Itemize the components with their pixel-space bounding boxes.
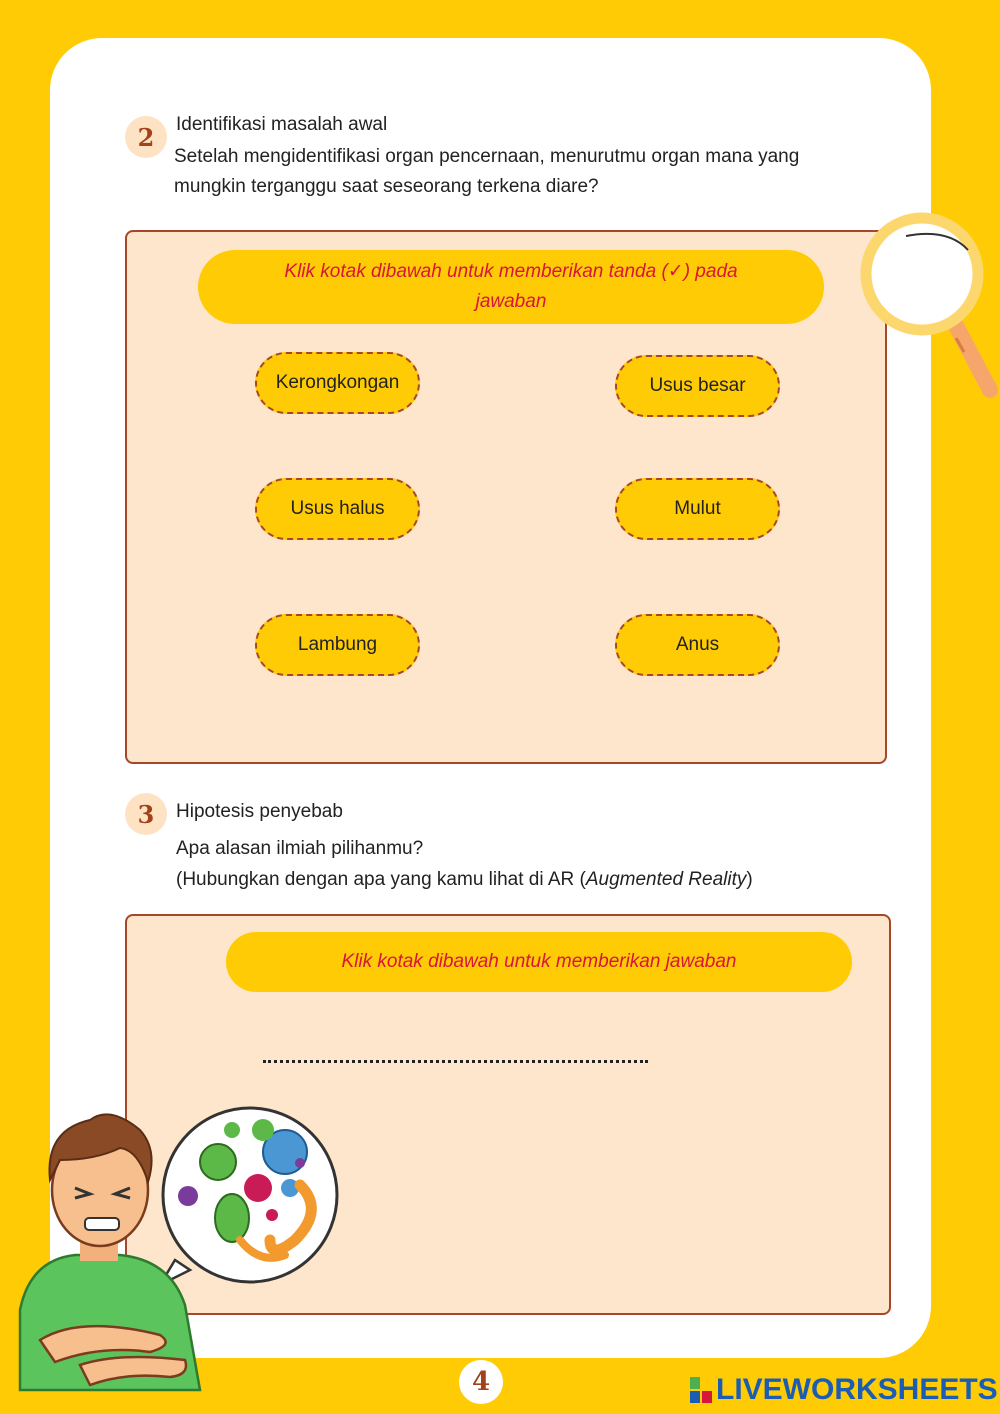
- section-3-line-2-italic: Augmented Reality: [585, 869, 747, 890]
- instruction-banner-answer: Klik kotak dibawah untuk memberikan jawaban: [226, 932, 852, 992]
- magnifier-illustration: [858, 210, 1000, 410]
- section-2-number: 2: [125, 116, 167, 158]
- section-2-question-line-1: Setelah mengidentifikasi organ pencernaan, menurutmu organ mana yang: [174, 146, 800, 167]
- liveworksheets-wordmark: LIVEWORKSHEETS: [716, 1373, 998, 1406]
- instruction-banner-check: [198, 250, 824, 324]
- option-mulut[interactable]: Mulut: [615, 478, 780, 540]
- page-number: 4: [459, 1360, 503, 1404]
- option-anus[interactable]: Anus: [615, 614, 780, 676]
- instruction-text-before: Klik kotak dibawah untuk memberikan tanda (: [284, 261, 668, 282]
- option-usus-halus[interactable]: Usus halus: [255, 478, 420, 540]
- check-icon: ✓: [667, 261, 684, 282]
- instruction-line-1: [284, 257, 737, 287]
- answer-input-field[interactable]: [263, 1042, 648, 1063]
- liveworksheets-logo: [690, 1370, 998, 1410]
- section-3-question-line-2: [176, 865, 753, 895]
- option-usus-besar[interactable]: Usus besar: [615, 355, 780, 417]
- section-3-line-2-after: ): [746, 869, 753, 890]
- instruction-text-after: ) pada: [683, 261, 738, 282]
- option-kerongkongan[interactable]: Kerongkongan: [255, 352, 420, 414]
- section-2-question-line-2: mungkin terganggu saat seseorang terkena diare?: [174, 176, 599, 197]
- instruction-line-2: jawaban: [475, 291, 547, 312]
- section-3-line-2-before: (Hubungkan dengan apa yang kamu lihat di AR (: [176, 869, 586, 890]
- option-lambung[interactable]: Lambung: [255, 614, 420, 676]
- sick-boy-germs-illustration: [0, 1090, 345, 1400]
- section-3-number: 3: [125, 793, 167, 835]
- section-3-question-line-1: Apa alasan ilmiah pilihanmu?: [176, 838, 424, 859]
- section-2-title: Identifikasi masalah awal: [176, 114, 388, 135]
- liveworksheets-logo-icon: [690, 1377, 712, 1403]
- section-3-title: Hipotesis penyebab: [176, 801, 343, 822]
